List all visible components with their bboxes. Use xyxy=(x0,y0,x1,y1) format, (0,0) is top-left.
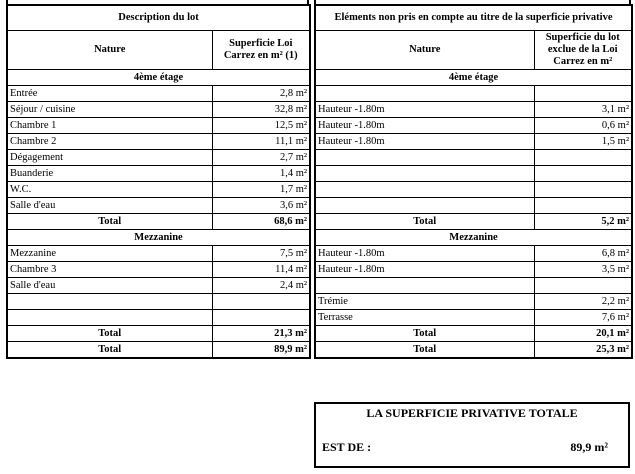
nature-cell: Chambre 2 xyxy=(7,134,212,150)
table-row xyxy=(315,166,632,182)
table-row xyxy=(7,134,310,150)
superficie-cell: 11,1 m² xyxy=(212,134,310,150)
superficie-cell: 3,1 m² xyxy=(534,102,632,118)
table-row xyxy=(315,278,632,294)
table-row xyxy=(7,86,310,102)
table-row xyxy=(7,294,310,310)
table-row xyxy=(315,310,632,326)
table-row xyxy=(315,294,632,310)
table-row xyxy=(315,134,632,150)
summary-value: 89,9 m² xyxy=(570,440,608,454)
superficie-cell: 1,5 m² xyxy=(534,134,632,150)
superficie-cell: 2,4 m² xyxy=(212,278,310,294)
superficie-cell: 68,6 m² xyxy=(212,214,310,230)
section-header: Mezzanine xyxy=(315,230,632,246)
total-row xyxy=(315,214,632,230)
nature-cell: Terrasse xyxy=(315,310,534,326)
nature-cell xyxy=(315,150,534,166)
superficie-cell xyxy=(534,86,632,102)
nature-cell: Total xyxy=(7,214,212,230)
nature-cell: Total xyxy=(315,326,534,342)
superficie-cell: 7,5 m² xyxy=(212,246,310,262)
superficie-cell: 2,2 m² xyxy=(534,294,632,310)
superficie-cell: 3,5 m² xyxy=(534,262,632,278)
table-row xyxy=(7,278,310,294)
table-row xyxy=(7,118,310,134)
superficie-cell: 25,3 m² xyxy=(534,342,632,359)
table-row xyxy=(315,102,632,118)
total-row xyxy=(7,326,310,342)
summary-label: EST DE : xyxy=(322,440,372,454)
section-row xyxy=(315,230,632,246)
nature-cell xyxy=(315,182,534,198)
superficie-cell: 21,3 m² xyxy=(212,326,310,342)
nature-cell: W.C. xyxy=(7,182,212,198)
nature-cell xyxy=(315,198,534,214)
table-row xyxy=(315,246,632,262)
superficie-cell: 0,6 m² xyxy=(534,118,632,134)
superficie-cell: 5,2 m² xyxy=(534,214,632,230)
total-row xyxy=(7,214,310,230)
grand-total-row xyxy=(315,342,632,359)
nature-cell: Séjour / cuisine xyxy=(7,102,212,118)
superficie-cell: 1,7 m² xyxy=(212,182,310,198)
nature-cell: Hauteur -1.80m xyxy=(315,262,534,278)
grand-total-row xyxy=(7,342,310,359)
table-row xyxy=(7,182,310,198)
section-header: 4ème étage xyxy=(7,70,310,86)
superficie-cell: 2,8 m² xyxy=(212,86,310,102)
table-title: Description du lot xyxy=(7,5,310,31)
nature-cell: Salle d'eau xyxy=(7,278,212,294)
table-row xyxy=(7,166,310,182)
superficie-cell xyxy=(534,278,632,294)
table-row xyxy=(7,150,310,166)
section-row xyxy=(7,230,310,246)
nature-cell: Total xyxy=(315,214,534,230)
nature-cell: Hauteur -1.80m xyxy=(315,102,534,118)
superficie-cell: 2,7 m² xyxy=(212,150,310,166)
table-row xyxy=(7,262,310,278)
table-row xyxy=(315,118,632,134)
superficie-cell xyxy=(212,294,310,310)
superficie-cell: 32,8 m² xyxy=(212,102,310,118)
nature-cell xyxy=(7,310,212,326)
nature-cell: Salle d'eau xyxy=(7,198,212,214)
table-row xyxy=(315,182,632,198)
nature-cell: Total xyxy=(7,326,212,342)
nature-cell xyxy=(315,86,534,102)
nature-cell: Buanderie xyxy=(7,166,212,182)
column-header-nature: Nature xyxy=(7,31,212,70)
superficie-cell: 20,1 m² xyxy=(534,326,632,342)
superficie-cell: 1,4 m² xyxy=(212,166,310,182)
nature-cell: Dégagement xyxy=(7,150,212,166)
table-row xyxy=(7,310,310,326)
total-row xyxy=(315,326,632,342)
nature-cell: Hauteur -1.80m xyxy=(315,118,534,134)
nature-cell: Chambre 3 xyxy=(7,262,212,278)
superficie-cell: 3,6 m² xyxy=(212,198,310,214)
superficie-cell: 11,4 m² xyxy=(212,262,310,278)
superficie-cell xyxy=(534,150,632,166)
table-row xyxy=(7,102,310,118)
superficie-cell xyxy=(534,166,632,182)
superficie-cell xyxy=(534,182,632,198)
nature-cell xyxy=(315,166,534,182)
nature-cell: Hauteur -1.80m xyxy=(315,134,534,150)
superficie-cell: 89,9 m² xyxy=(212,342,310,359)
nature-cell: Hauteur -1.80m xyxy=(315,246,534,262)
superficie-cell: 12,5 m² xyxy=(212,118,310,134)
summary-title: LA SUPERFICIE PRIVATIVE TOTALE xyxy=(366,406,578,420)
table-row xyxy=(315,198,632,214)
nature-cell: Total xyxy=(7,342,212,359)
nature-cell xyxy=(7,294,212,310)
nature-cell: Chambre 1 xyxy=(7,118,212,134)
total-summary-box xyxy=(314,402,630,468)
nature-cell: Entrée xyxy=(7,86,212,102)
superficie-cell: 6,8 m² xyxy=(534,246,632,262)
lot-description-table xyxy=(6,4,311,359)
table-row xyxy=(315,86,632,102)
section-header: 4ème étage xyxy=(315,70,632,86)
superficie-cell xyxy=(534,198,632,214)
table-row xyxy=(7,246,310,262)
column-header-nature: Nature xyxy=(315,31,534,70)
excluded-elements-table xyxy=(314,4,633,359)
table-row xyxy=(7,198,310,214)
column-header-superficie: Superficie Loi Carrez en m² (1) xyxy=(212,31,310,70)
nature-cell: Total xyxy=(315,342,534,359)
table-row xyxy=(315,150,632,166)
section-header: Mezzanine xyxy=(7,230,310,246)
superficie-cell xyxy=(212,310,310,326)
nature-cell: Trémie xyxy=(315,294,534,310)
table-row xyxy=(315,262,632,278)
table-title: Eléments non pris en compte au titre de la superficie privative xyxy=(315,5,632,31)
superficie-cell: 7,6 m² xyxy=(534,310,632,326)
nature-cell: Mezzanine xyxy=(7,246,212,262)
nature-cell xyxy=(315,278,534,294)
column-header-superficie: Superficie du lot exclue de la Loi Carrez en m² xyxy=(534,31,632,70)
